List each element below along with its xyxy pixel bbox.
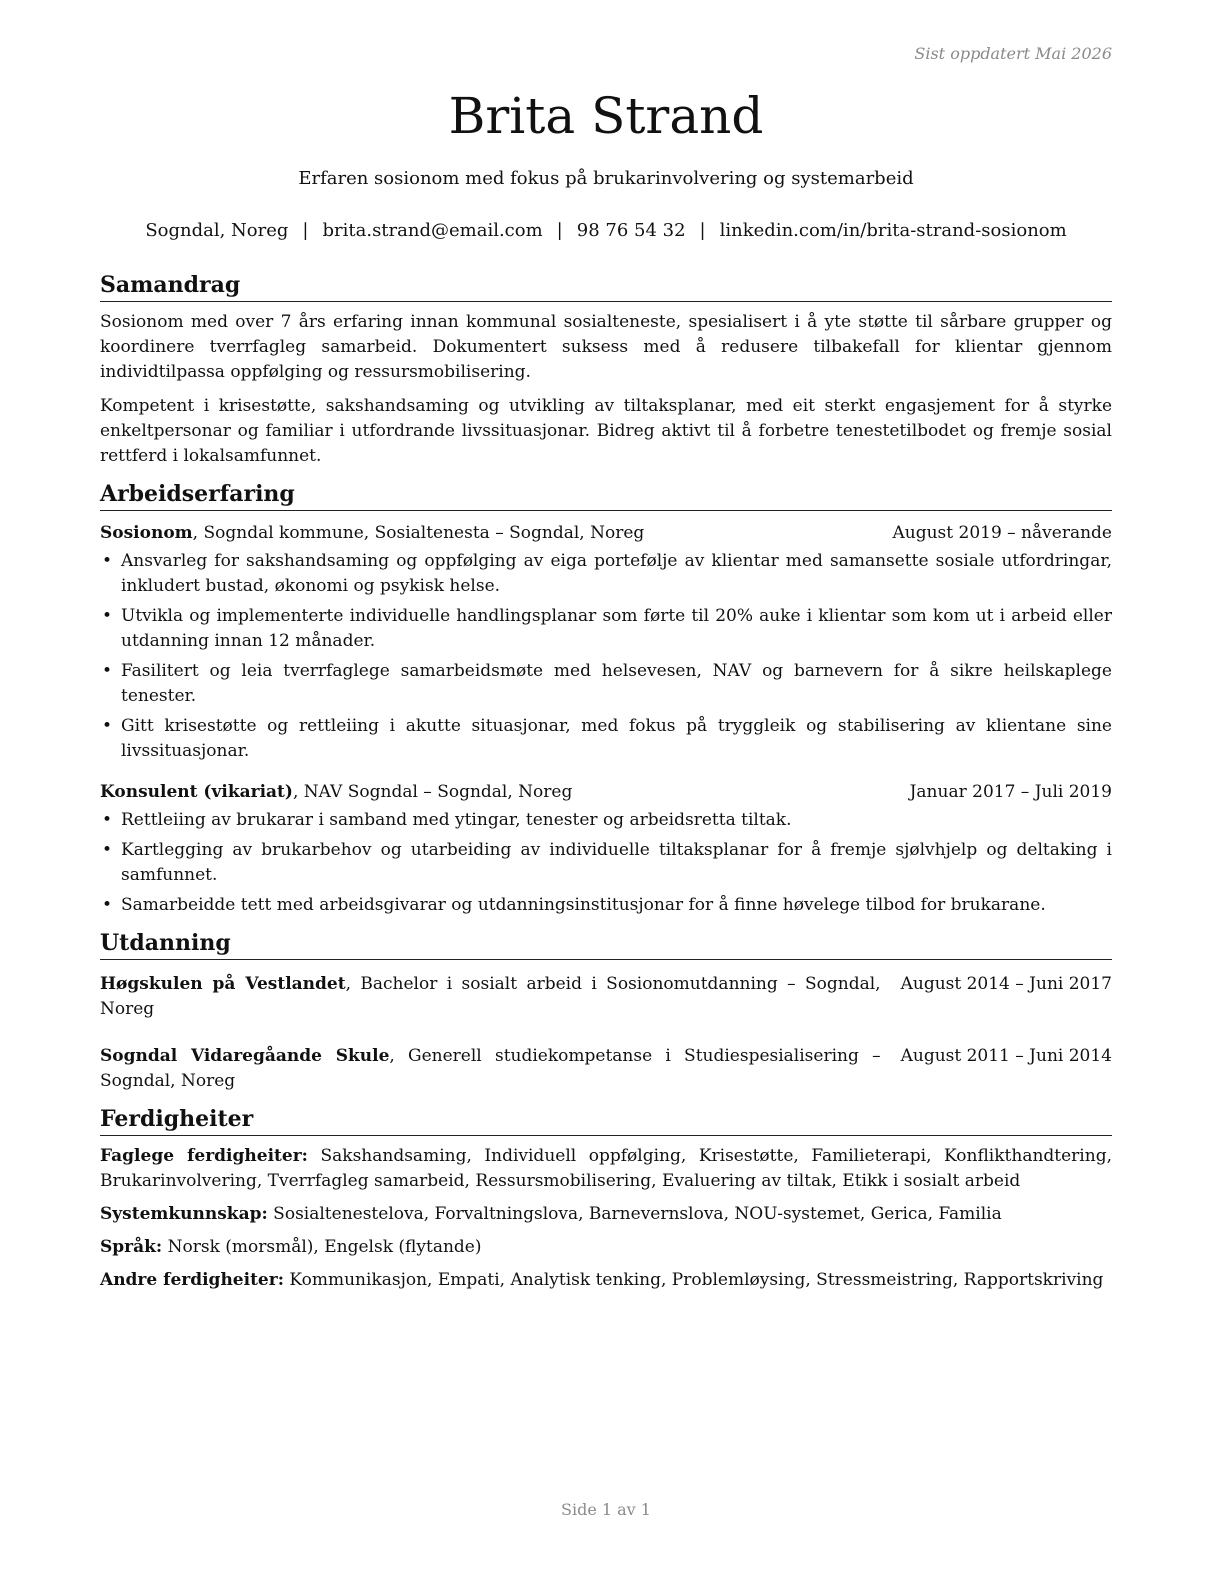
education-details: , Bachelor i sosialt arbeid i Sosionomutdanning – Sogndal, Noreg <box>100 974 881 1019</box>
job-bullet: • Gitt krisestøtte og rettleiing i akutte situasjonar, med fokus på tryggleik og stabilisering av klientane sine livssituasjonar. <box>100 714 1112 764</box>
skill-row <box>100 1268 1112 1293</box>
education-section <box>100 928 1112 1094</box>
job-bullet: • Utvikla og implementerte individuelle handlingsplanar som førte til 20% auke i klientar som kom ut i arbeid eller utdanning innan 12 månader. <box>100 604 1112 654</box>
job-dates: Januar 2017 – Juli 2019 <box>909 782 1112 802</box>
page-number: Side 1 av 1 <box>561 1500 651 1519</box>
skill-label: Systemkunnskap: <box>100 1204 268 1224</box>
summary-paragraph: Kompetent i krisestøtte, sakshandsaming og utvikling av tiltaksplanar, med eit sterkt engasjement for å styrke enkeltpersonar og familiar i utfordrande livssituasjonar. Bidreg aktivt til å forbetre tenestetilbodet og fremje sosial rettferd i lokalsamfunnet. <box>100 396 1112 466</box>
contact-location: Sogndal, Noreg <box>145 220 289 241</box>
education-school: Høgskulen på Vestlandet <box>100 974 346 994</box>
education-details: , Generell studiekompetanse i Studiespesialisering – Sogndal, Noreg <box>100 1046 881 1091</box>
job-header <box>100 780 1112 805</box>
skill-value: Sosialtenestelova, Forvaltningslova, Barnevernslova, NOU-systemet, Gerica, Familia <box>267 1204 1002 1224</box>
job-dates: August 2019 – nåverande <box>892 523 1112 543</box>
candidate-tagline: Erfaren sosionom med fokus på brukarinvolvering og systemarbeid <box>298 168 914 189</box>
job-bullet: • Kartlegging av brukarbehov og utarbeiding av individuelle tiltaksplanar for å fremje sjølvhjelp og deltaking i samfunnet. <box>100 838 1112 888</box>
education-entry <box>100 1044 1112 1094</box>
skill-label: Språk: <box>100 1237 163 1257</box>
job-bullet: • Samarbeidde tett med arbeidsgivarar og utdanningsinstitusjonar for å finne høvelege tilbod for brukarane. <box>100 893 1112 918</box>
job-details: , NAV Sogndal – Sogndal, Noreg <box>292 782 573 802</box>
skill-label: Andre ferdigheiter: <box>100 1270 284 1290</box>
skill-row <box>100 1144 1112 1194</box>
job-details: , Sogndal kommune, Sosialtenesta – Sogndal, Noreg <box>192 523 645 543</box>
skill-value: Kommunikasjon, Empati, Analytisk tenking, Problemløysing, Stressmeistring, Rapportskriving <box>283 1270 1104 1290</box>
job-bullet: • Fasilitert og leia tverrfaglege samarbeidsmøte med helsevesen, NAV og barnevern for å sikre heilskaplege tenester. <box>100 659 1112 709</box>
skill-value: Sakshandsaming, Individuell oppfølging, Krisestøtte, Familieterapi, Konflikthandtering, Brukarinvolvering, Tverrfagleg samarbeid, Ressursmobilisering, Evaluering av tiltak, Etikk i sosialt arbeid <box>100 1146 1112 1191</box>
summary-heading: Samandrag <box>100 270 1112 302</box>
contact-separator: | <box>302 220 309 241</box>
skills-section <box>100 1104 1112 1293</box>
candidate-name: Brita Strand <box>448 87 764 145</box>
job-bullets <box>100 549 1112 764</box>
skill-label: Faglege ferdigheiter: <box>100 1146 308 1166</box>
skill-row <box>100 1202 1112 1227</box>
job-entry <box>100 521 1112 764</box>
experience-heading: Arbeidserfaring <box>100 479 1112 511</box>
summary-paragraph: Sosionom med over 7 års erfaring innan kommunal sosialteneste, spesialisert i å yte støtte til sårbare grupper og koordinere tverrfagleg samarbeid. Dokumentert suksess med å redusere tilbakefall for klientar gjennom individtilpassa oppfølging og ressursmobilisering. <box>100 312 1112 382</box>
skill-row <box>100 1235 1112 1260</box>
job-bullets <box>100 808 1112 918</box>
job-role: Konsulent (vikariat) <box>100 782 293 802</box>
education-dates: August 2011 – Juni 2014 <box>900 1046 1112 1066</box>
contact-phone[interactable]: 98 76 54 32 <box>576 220 686 241</box>
education-dates: August 2014 – Juni 2017 <box>900 974 1112 994</box>
job-bullet: • Ansvarleg for sakshandsaming og oppfølging av eiga portefølje av klientar med samansette sosiale utfordringar, inkludert bustad, økonomi og psykisk helse. <box>100 549 1112 599</box>
last-updated-note: Sist oppdatert Mai 2026 <box>914 44 1112 63</box>
resume-content <box>100 270 1112 1303</box>
job-entry <box>100 780 1112 918</box>
contact-email[interactable]: brita.strand@email.com <box>322 220 543 241</box>
skill-value: Norsk (morsmål), Engelsk (flytande) <box>162 1237 482 1257</box>
resume-page <box>100 0 1112 1584</box>
education-heading: Utdanning <box>100 928 1112 960</box>
experience-section <box>100 479 1112 918</box>
skills-heading: Ferdigheiter <box>100 1104 1112 1136</box>
contact-separator: | <box>699 220 706 241</box>
job-role: Sosionom <box>100 523 193 543</box>
contact-line <box>100 218 1112 244</box>
job-bullet: • Rettleiing av brukarar i samband med ytingar, tenester og arbeidsretta tiltak. <box>100 808 1112 833</box>
education-entry <box>100 972 1112 1022</box>
contact-separator: | <box>556 220 563 241</box>
education-school: Sogndal Vidaregåande Skule <box>100 1046 390 1066</box>
job-header <box>100 521 1112 546</box>
contact-linkedin[interactable]: linkedin.com/in/brita-strand-sosionom <box>719 220 1067 241</box>
summary-section <box>100 270 1112 469</box>
